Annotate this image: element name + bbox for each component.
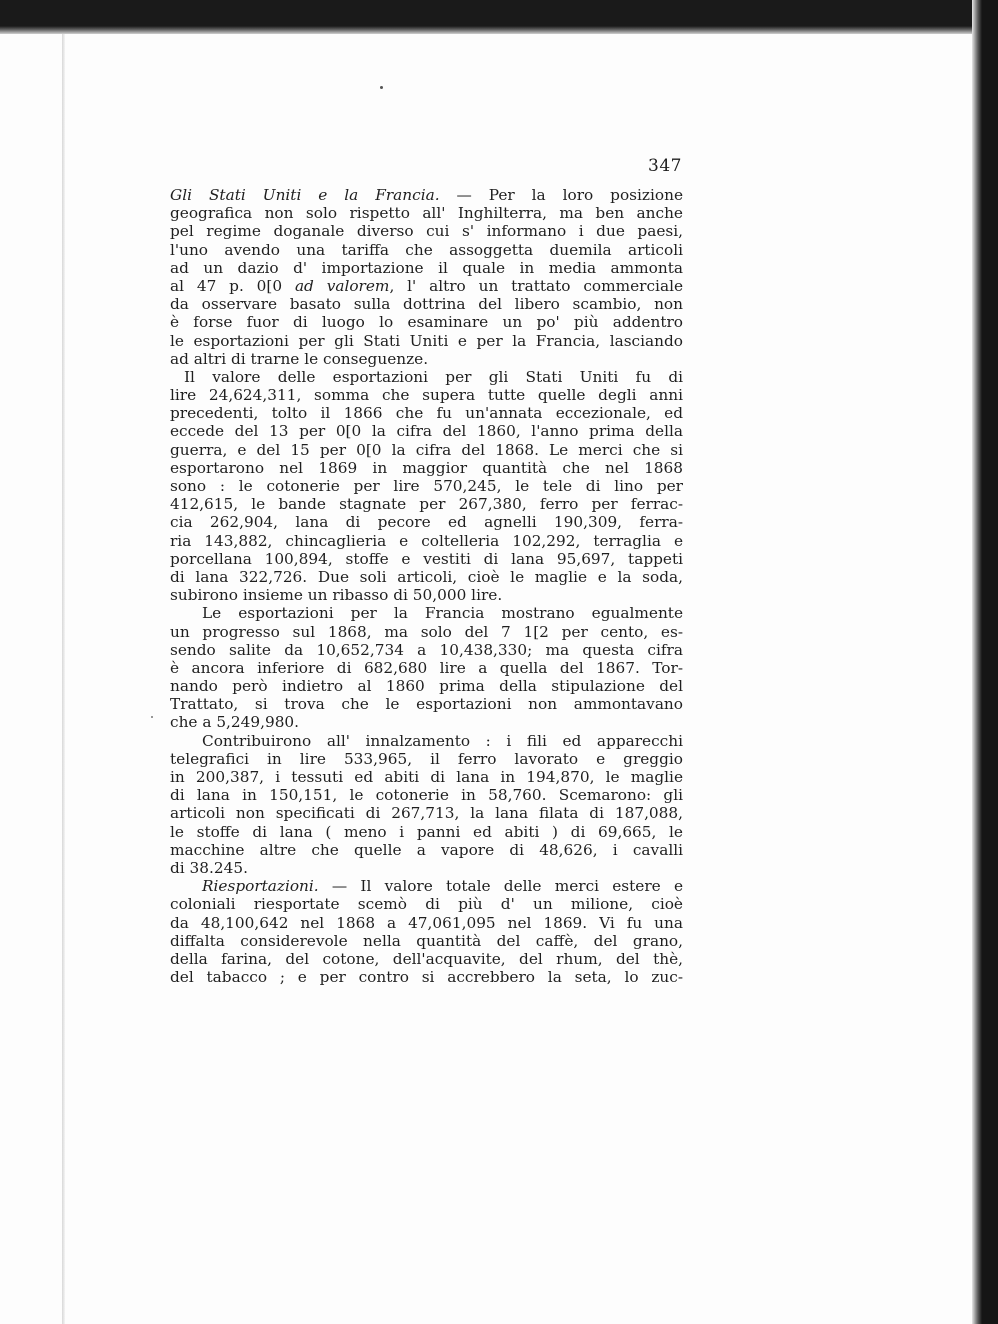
text-line	[170, 186, 683, 204]
line-text: lire 24,624,311, somma che supera tutte quelle degli anni	[170, 386, 683, 405]
line-text: le stoffe di lana ( meno i panni ed abiti ) di 69,665, le	[170, 822, 683, 841]
section-heading: Gli Stati Uniti e la Francia.	[170, 186, 440, 204]
line-text: subirono insieme un ribasso di 50,000 lire.	[170, 586, 503, 605]
italic-phrase: ad valorem	[294, 276, 390, 295]
text-line	[170, 332, 683, 350]
text-line	[170, 313, 683, 331]
text-line	[170, 295, 683, 313]
text-line	[170, 204, 683, 222]
text-line	[170, 477, 683, 495]
line-text: della farina, del cotone, dell'acquavite, del rhum, del thè,	[170, 949, 683, 968]
line-text: nando però indietro al 1860 prima della stipulazione del	[170, 677, 683, 696]
text-line	[170, 513, 683, 531]
line-text: Contribuirono all' innalzamento : i fili ed apparecchi	[202, 731, 683, 750]
paragraph	[170, 877, 683, 986]
line-text: Trattato, si trova che le esportazioni non ammontavano	[170, 695, 683, 714]
text-line	[170, 659, 683, 677]
text-line	[170, 604, 683, 622]
line-text: un progresso sul 1868, ma solo del 7 1[2 per cento, es-	[170, 622, 683, 641]
line-text: precedenti, tolto il 1866 che fu un'annata eccezionale, ed	[170, 404, 683, 423]
line-text: macchine altre che quelle a vapore di 48,626, i cavalli	[170, 840, 683, 859]
line-text: porcellana 100,894, stoffe e vestiti di lana 95,697, tappeti	[170, 549, 683, 568]
line-text: articoli non specificati di 267,713, la lana filata di 187,088,	[170, 804, 683, 823]
text-line	[170, 877, 683, 895]
line-text: eccede del 13 per 0[0 la cifra del 1860, l'anno prima della	[170, 422, 683, 441]
line-text: — Il valore totale delle merci estere e	[318, 877, 683, 896]
text-line	[170, 804, 683, 822]
line-text: cia 262,904, lana di pecore ed agnelli 190,309, ferra-	[170, 513, 683, 532]
text-line	[170, 386, 683, 404]
paragraph	[170, 186, 683, 368]
text-line	[170, 495, 683, 513]
line-text: ad altri di trarne le conseguenze.	[170, 349, 429, 368]
text-line	[170, 932, 683, 950]
text-line	[170, 895, 683, 913]
print-speck	[380, 86, 383, 89]
text-line	[170, 368, 683, 386]
text-line	[170, 259, 683, 277]
body-text	[170, 186, 683, 986]
text-line	[170, 623, 683, 641]
line-text: — Per la loro posizione	[439, 186, 683, 204]
text-line	[170, 404, 683, 422]
text-line	[170, 750, 683, 768]
text-line	[170, 677, 683, 695]
text-line	[170, 241, 683, 259]
line-text: Il valore delle esportazioni per gli Stati Uniti fu di	[184, 367, 683, 386]
text-line	[170, 968, 683, 986]
text-line	[170, 550, 683, 568]
line-text: di 38.245.	[170, 858, 248, 877]
text-line	[170, 823, 683, 841]
line-text: le esportazioni per gli Stati Uniti e per la Francia, lasciando	[170, 331, 683, 350]
line-text: , l' altro un trattato commerciale	[389, 276, 683, 295]
line-text: ad un dazio d' importazione il quale in media ammonta	[170, 258, 683, 277]
print-speck	[151, 716, 153, 718]
text-line	[170, 422, 683, 440]
text-line	[170, 713, 683, 731]
paragraph	[170, 732, 683, 878]
line-text: telegrafici in lire 533,965, il ferro lavorato e greggio	[170, 749, 683, 768]
text-line	[170, 222, 683, 240]
line-text: pel regime doganale diverso cui s' informano i due paesi,	[170, 222, 683, 241]
text-line	[170, 586, 683, 604]
paragraph	[170, 604, 683, 731]
line-text: da osservare basato sulla dottrina del libero scambio, non	[170, 295, 683, 314]
text-line	[170, 459, 683, 477]
page-edge-shadow	[62, 34, 65, 1324]
text-line	[170, 768, 683, 786]
text-line	[170, 350, 683, 368]
line-text: del tabacco ; e per contro si accrebbero la seta, lo zuc-	[170, 968, 683, 987]
section-heading: Riesportazioni.	[202, 877, 319, 896]
text-line	[170, 732, 683, 750]
text-line	[170, 841, 683, 859]
line-text: è forse fuor di luogo lo esaminare un po' più addentro	[170, 313, 683, 332]
line-text: geografica non solo rispetto all' Inghilterra, ma ben anche	[170, 204, 683, 223]
line-text: Le esportazioni per la Francia mostrano egualmente	[202, 604, 683, 623]
text-line	[170, 441, 683, 459]
text-line	[170, 568, 683, 586]
scan-border-top	[0, 0, 998, 34]
line-text: esportarono nel 1869 in maggior quantità che nel 1868	[170, 458, 683, 477]
text-line	[170, 859, 683, 877]
line-text: al 47 p. 0[0	[170, 276, 295, 295]
scan-border-right	[972, 0, 998, 1324]
line-text: guerra, e del 15 per 0[0 la cifra del 1868. Le merci che si	[170, 440, 683, 459]
line-text: diffalta considerevole nella quantità del caffè, del grano,	[170, 931, 683, 950]
line-text: sono : le cotonerie per lire 570,245, le tele di lino per	[170, 477, 683, 495]
line-text: ria 143,882, chincaglieria e coltelleria 102,292, terraglia e	[170, 531, 683, 550]
page-number: 347	[648, 156, 682, 176]
line-text: l'uno avendo una tariffa che assoggetta duemila articoli	[170, 240, 683, 259]
line-text: di lana 322,726. Due soli articoli, cioè le maglie e la soda,	[170, 567, 683, 586]
text-line	[170, 641, 683, 659]
line-text: da 48,100,642 nel 1868 a 47,061,095 nel 1869. Vi fu una	[170, 913, 683, 932]
line-text: di lana in 150,151, le cotonerie in 58,760. Scemarono: gli	[170, 786, 683, 805]
text-line	[170, 914, 683, 932]
text-line	[170, 786, 683, 804]
text-line	[170, 695, 683, 713]
line-text: in 200,387, i tessuti ed abiti di lana in 194,870, le maglie	[170, 768, 683, 786]
text-line	[170, 277, 683, 295]
text-line	[170, 950, 683, 968]
line-text: che a 5,249,980.	[170, 713, 300, 732]
paragraph	[170, 368, 683, 604]
line-text: è ancora inferiore di 682,680 lire a quella del 1867. Tor-	[170, 658, 683, 677]
line-text: sendo salite da 10,652,734 a 10,438,330; ma questa cifra	[170, 640, 683, 659]
line-text: coloniali riesportate scemò di più d' un milione, cioè	[170, 895, 683, 914]
text-line	[170, 532, 683, 550]
line-text: 412,615, le bande stagnate per 267,380, ferro per ferrac-	[170, 495, 683, 514]
